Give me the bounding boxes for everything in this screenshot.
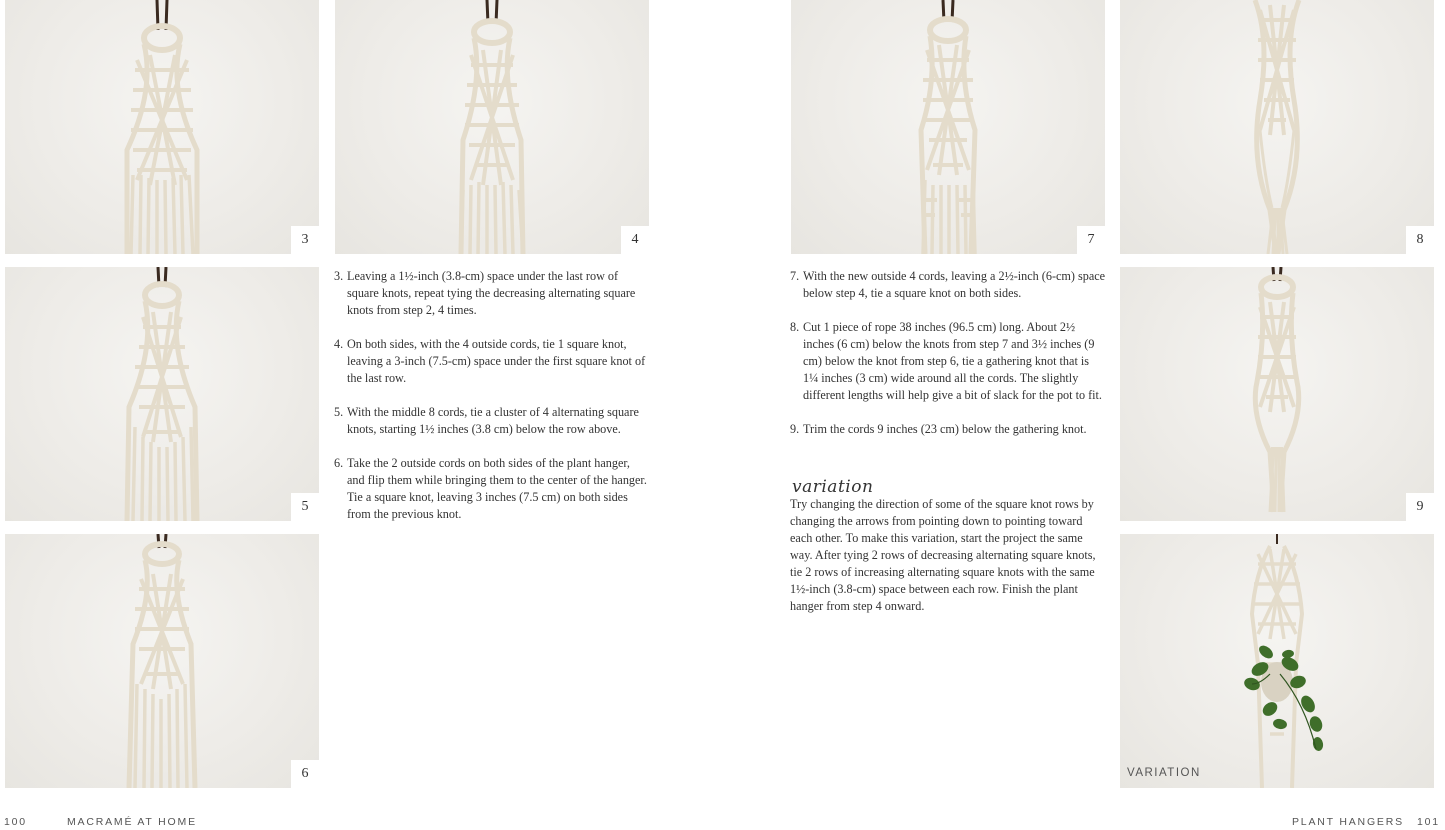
step-number-label: 5 bbox=[291, 493, 319, 521]
step-number-label: 7 bbox=[1077, 226, 1105, 254]
step-number: 6. bbox=[334, 456, 344, 470]
step-6 bbox=[334, 455, 650, 523]
photo-step-8 bbox=[1120, 0, 1434, 254]
step-4 bbox=[334, 336, 650, 387]
macrame-hanger-illustration bbox=[5, 534, 319, 788]
left-steps-column bbox=[334, 268, 650, 540]
step-7 bbox=[790, 268, 1106, 302]
macrame-hanger-illustration bbox=[335, 0, 649, 254]
variation-section bbox=[790, 478, 1106, 615]
step-3 bbox=[334, 268, 650, 319]
macrame-hanger-illustration bbox=[791, 0, 1105, 254]
step-text: Leaving a 1½-inch (3.8-cm) space under the last row of square knots, repeat tying the decreasing alternating square knots from step 2, 4 times. bbox=[347, 269, 636, 317]
step-number: 4. bbox=[334, 337, 344, 351]
photo-step-3 bbox=[5, 0, 319, 254]
photo-variation bbox=[1120, 534, 1434, 788]
right-running-title: PLANT HANGERS bbox=[1292, 816, 1404, 828]
photo-step-7 bbox=[791, 0, 1105, 254]
plant-hanger-with-plant-illustration bbox=[1120, 534, 1434, 788]
step-text: With the new outside 4 cords, leaving a 2½-inch (6-cm) space below step 4, tie a square knot on both sides. bbox=[803, 269, 1106, 300]
step-number: 5. bbox=[334, 405, 344, 419]
step-text: Take the 2 outside cords on both sides of the plant hanger, and flip them while bringing them to the center of the hanger. Tie a square knot, leaving 3 inches (7.5 cm) on both sides from the previous knot. bbox=[347, 456, 647, 521]
photo-step-6 bbox=[5, 534, 319, 788]
macrame-hanger-illustration bbox=[5, 0, 319, 254]
step-9 bbox=[790, 421, 1106, 438]
step-text: On both sides, with the 4 outside cords, tie 1 square knot, leaving a 3-inch (7.5-cm) space under the first square knot of the last row. bbox=[347, 337, 646, 385]
photo-step-9 bbox=[1120, 267, 1434, 521]
step-number: 8. bbox=[790, 320, 800, 334]
left-page-number: 100 bbox=[4, 816, 27, 828]
right-page-number: 101 bbox=[1417, 816, 1440, 828]
variation-photo-label: VARIATION bbox=[1127, 767, 1201, 779]
step-number-label: 3 bbox=[291, 226, 319, 254]
left-running-title: MACRAMÉ AT HOME bbox=[67, 816, 197, 828]
right-steps-column bbox=[790, 268, 1106, 455]
photo-step-5 bbox=[5, 267, 319, 521]
step-number: 3. bbox=[334, 269, 344, 283]
step-text: Cut 1 piece of rope 38 inches (96.5 cm) long. About 2½ inches (6 cm) below the knots from step 7 and 3½ inches (9 cm) below the knot from step 6, tie a gathering knot that is 1¼ inches (3 cm) wide around all the cords. The slightly different lengths will help give a bit of slack for the pot to fit. bbox=[803, 320, 1102, 402]
step-text: Trim the cords 9 inches (23 cm) below the gathering knot. bbox=[803, 422, 1087, 436]
step-number-label: 6 bbox=[291, 760, 319, 788]
variation-heading: variation bbox=[792, 477, 874, 497]
macrame-hanger-illustration bbox=[1120, 0, 1434, 254]
photo-step-4 bbox=[335, 0, 649, 254]
step-number-label: 8 bbox=[1406, 226, 1434, 254]
step-8 bbox=[790, 319, 1106, 404]
step-5 bbox=[334, 404, 650, 438]
step-text: With the middle 8 cords, tie a cluster of 4 alternating square knots, starting 1½ inches (3.8 cm) below the row above. bbox=[347, 405, 639, 436]
macrame-hanger-illustration bbox=[1120, 267, 1434, 521]
variation-text: Try changing the direction of some of the square knot rows by changing the arrows from pointing down to pointing toward each other. To make this variation, start the project the same way. After tying 2 rows of decreasing alternating square knots, tie 2 rows of increasing alternating square knots with the same 1½-inch (3.8-cm) space between each row. Finish the plant hanger from step 4 onward. bbox=[790, 497, 1096, 613]
step-number-label: 4 bbox=[621, 226, 649, 254]
step-number: 7. bbox=[790, 269, 800, 283]
macrame-hanger-illustration bbox=[5, 267, 319, 521]
step-number-label: 9 bbox=[1406, 493, 1434, 521]
step-number: 9. bbox=[790, 422, 800, 436]
